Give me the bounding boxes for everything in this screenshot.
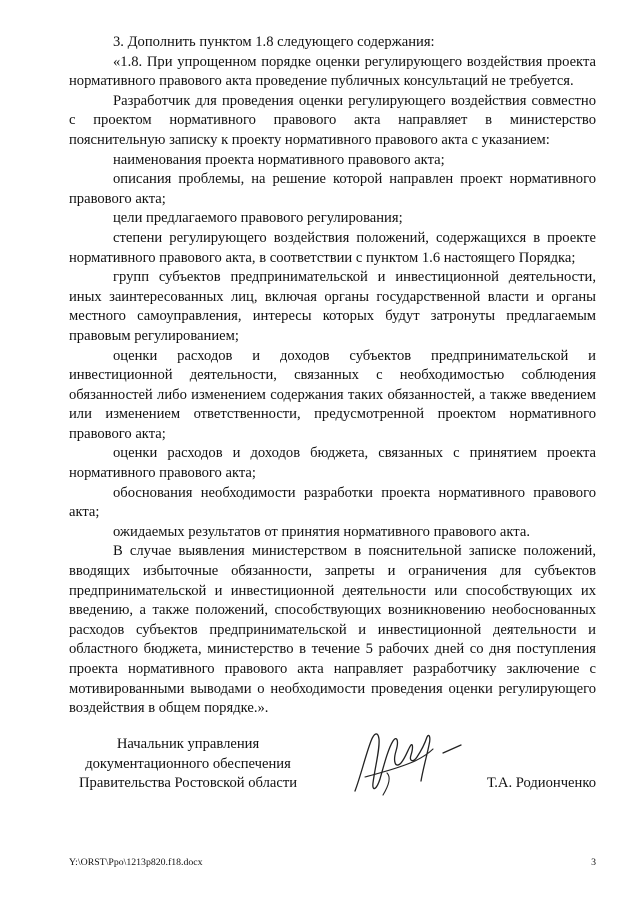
document-body (69, 33, 596, 719)
paragraph-item-3: 3. Дополнить пунктом 1.8 следующего содержания: (113, 34, 435, 50)
paragraph-1-8-simplified-procedure: «1.8. При упрощенном порядке оценки регулирующего воздействия проекта нормативного правового акта проведение публичных консультаций не требуется. (69, 53, 596, 90)
list-item-budget-costs: оценки расходов и доходов бюджета, связанных с принятием проекта нормативного правового акта; (69, 445, 596, 482)
signatory-title-line: Начальник управления (116, 736, 260, 752)
list-item-project-name: наименования проекта нормативного правового акта; (113, 151, 445, 168)
signatory-title (69, 735, 307, 794)
handwritten-signature (345, 719, 475, 805)
list-item-problem-description: описания проблемы, на решение которой направлен проект нормативного правового акта; (69, 171, 596, 207)
signatory-title-line: документационного обеспечения (85, 755, 291, 772)
paragraph-developer-note: Разработчик для проведения оценки регулирующего воздействия совместно с проектом нормативного правового акта направляет в министерство пояснительную записку к проекту нормативного правового акта с указанием: (69, 92, 596, 148)
signatory-title-line: Правительства Ростовской области (78, 775, 298, 792)
list-item-business-costs: оценки расходов и доходов субъектов предпринимательской и инвестиционной деятельности, связанных с необходимостью соблюдения обязанностей либо изменением содержания таких обязанностей, а также введением или изменением ответственности, предусмотренной проектом нормативного правового акта; (69, 347, 596, 442)
signature-block (69, 735, 596, 805)
file-path: Y:\ORST\Ppo\1213p820.f18.docx (69, 857, 203, 868)
list-item-expected-results: ожидаемых результатов от принятия нормативного правового акта. (113, 523, 530, 540)
list-item-justification: обоснования необходимости разработки проекта нормативного правового акта; (69, 484, 596, 521)
page-number: 3 (591, 857, 596, 868)
list-item-regulation-goal: цели предлагаемого правового регулирования; (113, 210, 403, 227)
signatory-name: Т.А. Родионченко (486, 775, 596, 791)
list-item-impact-degree: степени регулирующего воздействия положений, содержащихся в проекте нормативного правового акта, в соответствии с пунктом 1.6 настоящего Порядка; (69, 229, 596, 266)
list-item-affected-groups: групп субъектов предпринимательской и инвестиционной деятельности, иных заинтересованных лиц, включая органы государственной власти и органы местного самоуправления, интересы которых будут затронуты предлагаемым правовым регулированием; (69, 269, 596, 344)
paragraph-ministry-conclusion: В случае выявления министерством в пояснительной записке положений, вводящих избыточные обязанности, запреты и ограничения для субъектов предпринимательской и инвестиционной деятельности или способствующих их введению, а также положений, способствующих возникновению необоснованных расходов субъектов предпринимательской и инвестиционной деятельности и областного бюджета, министерство в течение 5 рабочих дней со дня поступления проекта нормативного правового акта направляет разработчику заключение с мотивированными выводами о необходимости проведения оценки регулирующего воздействия в общем порядке.». (69, 543, 596, 717)
